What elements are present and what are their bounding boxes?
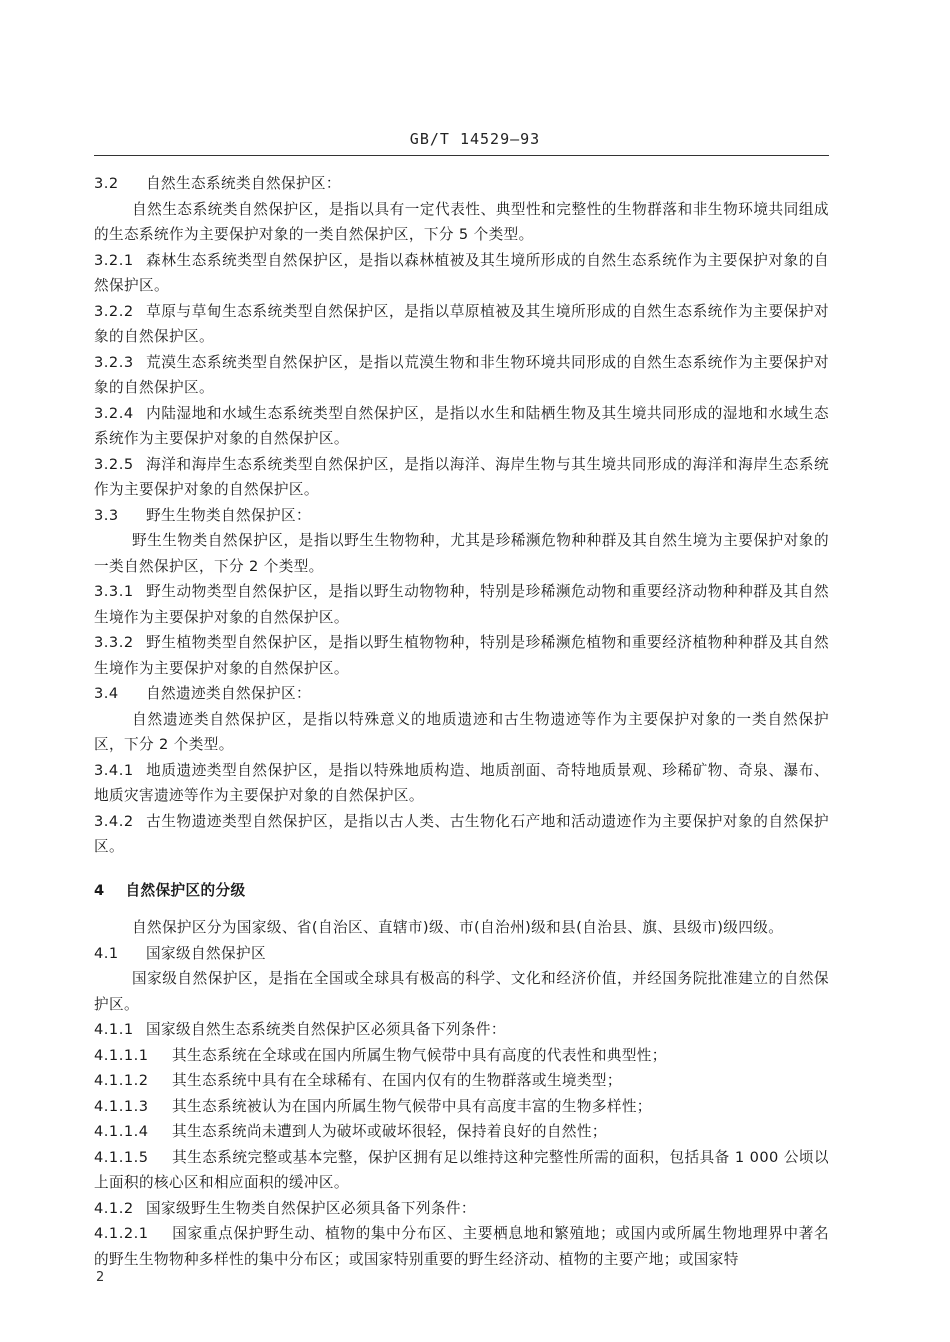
standard-header: GB/T 14529—93 [409, 130, 541, 148]
clause [94, 401, 829, 452]
clause-text: 野生生物类自然保护区： [146, 506, 311, 524]
section-4-heading [94, 878, 829, 904]
clause [94, 350, 829, 401]
section-4-paragraphs [94, 915, 829, 1272]
clause-number: 4.1.1.4 [94, 1123, 149, 1140]
clause-text: 其生态系统尚未遭到人为破坏或破坏很轻，保持着良好的自然性； [172, 1123, 607, 1140]
clause-text: 自然生态系统类自然保护区： [146, 175, 341, 192]
clause-text: 野生动物类型自然保护区，是指以野生动物物种，特别是珍稀濒危动物和重要经济动物种种群及其自然生境作为主要保护对象的自然保护区。 [94, 583, 829, 626]
clause [94, 1196, 829, 1222]
clause-text: 自然遗迹类自然保护区，是指以特殊意义的地质遗迹和古生物遗迹等作为主要保护对象的一类自然保护区，下分 2 个类型。 [94, 710, 829, 753]
clause-number: 4.1.2.1 [94, 1225, 149, 1242]
clause-number: 4.1.1.1 [94, 1046, 149, 1064]
clause-body [94, 966, 829, 1017]
clause-text: 国家级野生生物类自然保护区必须具备下列条件： [146, 1199, 476, 1217]
document-body [94, 171, 829, 1272]
clause [94, 299, 829, 350]
clause-text: 其生态系统被认为在国内所属生物气候带中具有高度丰富的生物多样性； [172, 1097, 652, 1115]
clause-text: 国家级自然生态系统类自然保护区必须具备下列条件： [146, 1021, 506, 1038]
clause [94, 1145, 829, 1196]
clause-number: 4.1 [94, 944, 119, 962]
clause-number: 4.1.1.3 [94, 1097, 149, 1115]
clause [94, 1068, 829, 1094]
clause-text: 其生态系统中具有在全球稀有、在国内仅有的生物群落或生境类型； [172, 1072, 622, 1089]
clause-number: 4.1.1 [94, 1021, 134, 1038]
clause [94, 1043, 829, 1069]
clause [94, 1221, 829, 1272]
clause-number: 4.1.1.5 [94, 1148, 149, 1166]
clause [94, 681, 829, 707]
clause-text: 野生生物类自然保护区，是指以野生生物物种，尤其是珍稀濒危物种种群及其自然生境为主要保护对象的一类自然保护区，下分 2 个类型。 [94, 532, 829, 575]
clause-number: 4.1.2 [94, 1199, 134, 1217]
clause-number: 3.4.1 [94, 761, 134, 779]
clause-text: 国家级自然保护区 [146, 944, 266, 962]
clause-body [94, 707, 829, 758]
clause-text: 古生物遗迹类型自然保护区，是指以古人类、古生物化石产地和活动遗迹作为主要保护对象的自然保护区。 [94, 812, 829, 855]
clause-text: 内陆湿地和水域生态系统类型自然保护区，是指以水生和陆栖生物及其生境共同形成的湿地和水域生态系统作为主要保护对象的自然保护区。 [94, 404, 829, 447]
clause [94, 503, 829, 529]
clause-text: 国家级自然保护区，是指在全国或全球具有极高的科学、文化和经济价值，并经国务院批准建立的自然保护区。 [94, 970, 829, 1013]
clause-text: 海洋和海岸生态系统类型自然保护区，是指以海洋、海岸生物与其生境共同形成的海洋和海岸生态系统作为主要保护对象的自然保护区。 [94, 455, 829, 498]
clause-number: 3.4.2 [94, 812, 134, 830]
section-title: 自然保护区的分级 [125, 881, 246, 899]
clause-body [94, 915, 829, 941]
clause-text: 其生态系统完整或基本完整，保护区拥有足以维持这种完整性所需的面积，包括具备 1 000 公顷以上面积的核心区和相应面积的缓冲区。 [94, 1148, 829, 1191]
clause-text: 国家重点保护野生动、植物的集中分布区、主要栖息地和繁殖地；或国内或所属生物地理界中著名的野生生物物种多样性的集中分布区；或国家特别重要的野生经济动、植物的主要产地；或国家特 [94, 1225, 829, 1268]
clause [94, 171, 829, 197]
clause-text: 草原与草甸生态系统类型自然保护区，是指以草原植被及其生境所形成的自然生态系统作为主要保护对象的自然保护区。 [94, 302, 829, 345]
clause-text: 地质遗迹类型自然保护区，是指以特殊地质构造、地质剖面、奇特地质景观、珍稀矿物、奇泉、瀑布、地质灾害遗迹等作为主要保护对象的自然保护区。 [94, 761, 829, 804]
clause [94, 809, 829, 860]
section-3-paragraphs [94, 171, 829, 860]
clause [94, 1094, 829, 1120]
clause-text: 荒漠生态系统类型自然保护区，是指以荒漠生物和非生物环境共同形成的自然生态系统作为主要保护对象的自然保护区。 [94, 353, 829, 396]
clause [94, 452, 829, 503]
clause-body [94, 197, 829, 248]
clause-text: 其生态系统在全球或在国内所属生物气候带中具有高度的代表性和典型性； [172, 1046, 667, 1064]
clause-number: 4.1.1.2 [94, 1072, 149, 1089]
clause-number: 3.3 [94, 506, 119, 524]
clause [94, 1119, 829, 1145]
clause-number: 3.3.2 [94, 634, 134, 651]
clause-number: 3.2.5 [94, 455, 134, 473]
clause [94, 579, 829, 630]
clause-number: 3.2 [94, 175, 119, 192]
clause-number: 3.3.1 [94, 583, 134, 600]
page-number: 2 [96, 1270, 105, 1285]
clause-number: 3.2.2 [94, 302, 134, 320]
clause-number: 3.2.1 [94, 251, 134, 269]
clause-number: 3.2.4 [94, 404, 134, 422]
clause-text: 森林生态系统类型自然保护区，是指以森林植被及其生境所形成的自然生态系统作为主要保护对象的自然保护区。 [94, 251, 829, 294]
section-number: 4 [94, 881, 105, 899]
header-rule [94, 155, 829, 156]
clause-text: 自然保护区分为国家级、省(自治区、直辖市)级、市(自治州)级和县(自治县、旗、县级市)级四级。 [131, 919, 784, 936]
clause-text: 自然生态系统类自然保护区，是指以具有一定代表性、典型性和完整性的生物群落和非生物环境共同组成的生态系统作为主要保护对象的一类自然保护区，下分 5 个类型。 [94, 200, 829, 243]
clause [94, 248, 829, 299]
clause [94, 941, 829, 967]
clause-text: 自然遗迹类自然保护区： [146, 685, 311, 702]
clause [94, 630, 829, 681]
clause [94, 1017, 829, 1043]
clause-body [94, 528, 829, 579]
clause-text: 野生植物类型自然保护区，是指以野生植物物种，特别是珍稀濒危植物和重要经济植物种种群及其自然生境作为主要保护对象的自然保护区。 [94, 634, 829, 677]
clause-number: 3.2.3 [94, 353, 134, 371]
clause-number: 3.4 [94, 685, 119, 702]
clause [94, 758, 829, 809]
